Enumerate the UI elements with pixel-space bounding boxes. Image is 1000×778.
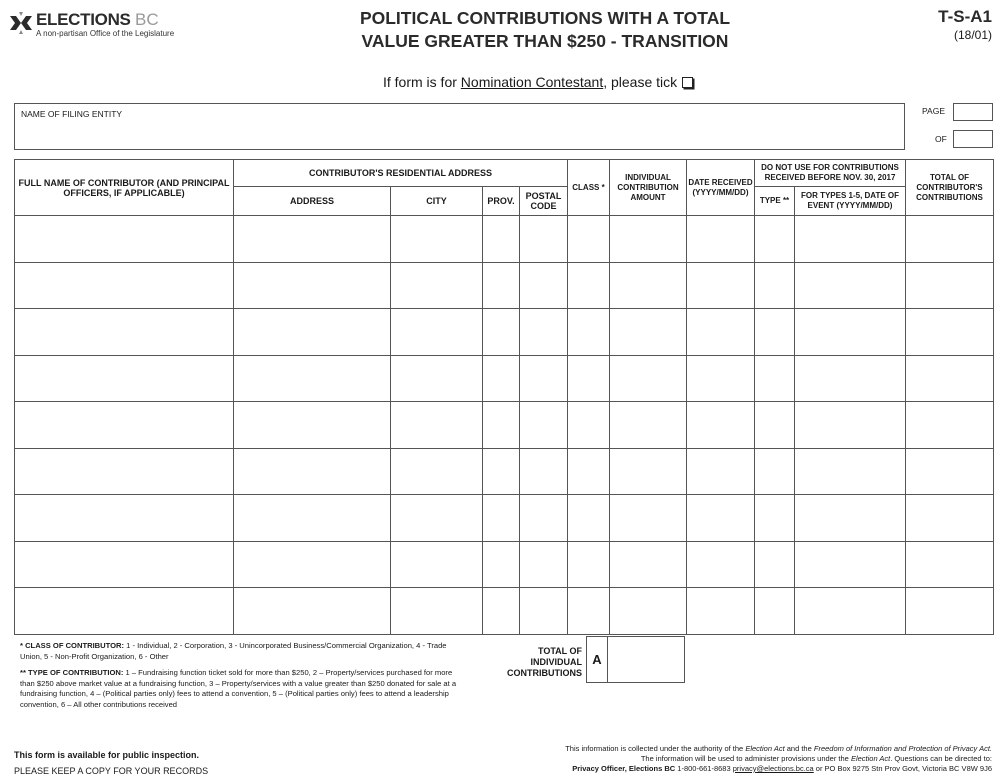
table-row (15, 541, 994, 588)
class-cell[interactable] (568, 355, 610, 402)
contributions-table (14, 159, 994, 635)
address-cell[interactable] (234, 541, 391, 588)
contributor-name-cell[interactable] (15, 216, 234, 263)
postal-code-cell[interactable] (520, 448, 568, 495)
form-code-block (938, 7, 992, 42)
header-type: TYPE ** (755, 187, 795, 216)
elections-bc-logo (8, 10, 208, 42)
postal-code-cell[interactable] (520, 216, 568, 263)
amount-cell[interactable] (610, 448, 687, 495)
privacy-notice: This information is collected under the authority of the Election Act and the Freedom of Information and Protection of Privacy Act. The information will be used to administer provisions under the Election Act. Questions can be directed to: Privacy Officer, Elections BC 1-800-661-8683 privacy@elections.bc.ca or PO Box 9275 Stn Prov Govt, Victoria BC V8W 9J6 (565, 744, 992, 773)
checkbox-icon[interactable] (682, 77, 693, 88)
form-title-line1: POLITICAL CONTRIBUTIONS WITH A TOTAL (359, 8, 731, 28)
event-date-cell[interactable] (795, 402, 906, 449)
postal-code-cell[interactable] (520, 541, 568, 588)
address-cell[interactable] (234, 309, 391, 356)
postal-code-cell[interactable] (520, 495, 568, 542)
event-date-cell[interactable] (795, 355, 906, 402)
city-cell[interactable] (391, 309, 483, 356)
filing-entity-label: NAME OF FILING ENTITY (21, 109, 123, 119)
type-cell[interactable] (755, 309, 795, 356)
contributor-name-cell[interactable] (15, 495, 234, 542)
event-date-cell[interactable] (795, 216, 906, 263)
postal-code-cell[interactable] (520, 355, 568, 402)
table-row (15, 309, 994, 356)
table-row (15, 495, 994, 542)
address-cell[interactable] (234, 216, 391, 263)
nomination-contestant-line: If form is for Nomination Contestant, please tick (383, 74, 693, 90)
date-received-cell[interactable] (687, 448, 755, 495)
type-cell[interactable] (755, 588, 795, 635)
table-row (15, 588, 994, 635)
date-received-cell[interactable] (687, 541, 755, 588)
class-cell[interactable] (568, 448, 610, 495)
header-total-contributions: TOTAL OF CONTRIBUTOR'S CONTRIBUTIONS (906, 160, 994, 216)
contributor-name-cell[interactable] (15, 355, 234, 402)
table-row (15, 402, 994, 449)
keep-copy-note: PLEASE KEEP A COPY FOR YOUR RECORDS (14, 766, 209, 776)
header-prov: PROV. (483, 187, 520, 216)
footer-left (14, 747, 208, 778)
postal-code-cell[interactable] (520, 588, 568, 635)
total-individual-contributions-label: TOTAL OF INDIVIDUAL CONTRIBUTIONS (507, 646, 582, 678)
date-received-cell[interactable] (687, 262, 755, 309)
address-cell[interactable] (234, 262, 391, 309)
table-row (15, 216, 994, 263)
amount-cell[interactable] (610, 495, 687, 542)
total-box-letter: A (586, 636, 608, 683)
type-cell[interactable] (755, 262, 795, 309)
date-received-cell[interactable] (687, 588, 755, 635)
city-cell[interactable] (391, 588, 483, 635)
type-cell[interactable] (755, 495, 795, 542)
class-cell[interactable] (568, 216, 610, 263)
prov-cell[interactable] (483, 262, 520, 309)
page-number-field[interactable] (953, 103, 993, 121)
prov-cell[interactable] (483, 216, 520, 263)
form-title-line2: VALUE GREATER THAN $250 - TRANSITION (361, 31, 729, 51)
date-received-cell[interactable] (687, 355, 755, 402)
contributor-name-cell[interactable] (15, 448, 234, 495)
address-cell[interactable] (234, 448, 391, 495)
form-notes (20, 641, 465, 716)
total-individual-contributions-field[interactable] (607, 636, 685, 683)
postal-code-cell[interactable] (520, 262, 568, 309)
event-date-cell[interactable] (795, 588, 906, 635)
type-cell[interactable] (755, 355, 795, 402)
header-address: ADDRESS (234, 187, 391, 216)
total-cell[interactable] (906, 355, 994, 402)
contributor-name-cell[interactable] (15, 309, 234, 356)
total-cell[interactable] (906, 588, 994, 635)
date-received-cell[interactable] (687, 309, 755, 356)
postal-code-cell[interactable] (520, 309, 568, 356)
event-date-cell[interactable] (795, 448, 906, 495)
class-of-contributor-note: * CLASS OF CONTRIBUTOR: 1 - Individual, 2 - Corporation, 3 - Unincorporated Business/Commercial Organization, 4 - Trade Union, 5 - Non-Profit Organization, 6 - Other (20, 641, 447, 661)
address-cell[interactable] (234, 402, 391, 449)
header-city: CITY (391, 187, 483, 216)
filing-entity-field[interactable] (14, 103, 905, 150)
class-cell[interactable] (568, 588, 610, 635)
amount-cell[interactable] (610, 216, 687, 263)
amount-cell[interactable] (610, 541, 687, 588)
table-row (15, 262, 994, 309)
class-cell[interactable] (568, 541, 610, 588)
header-contributor-name: FULL NAME OF CONTRIBUTOR (AND PRINCIPAL OFFICERS, IF APPLICABLE) (15, 160, 234, 216)
prov-cell[interactable] (483, 495, 520, 542)
address-cell[interactable] (234, 495, 391, 542)
amount-cell[interactable] (610, 262, 687, 309)
type-cell[interactable] (755, 541, 795, 588)
event-date-cell[interactable] (795, 262, 906, 309)
header-do-not-use: DO NOT USE FOR CONTRIBUTIONS RECEIVED BEFORE NOV. 30, 2017 (755, 160, 906, 187)
header-date-received: DATE RECEIVED (YYYY/MM/DD) (687, 160, 755, 216)
table-row (15, 448, 994, 495)
event-date-cell[interactable] (795, 495, 906, 542)
contributor-name-cell[interactable] (15, 541, 234, 588)
type-cell[interactable] (755, 402, 795, 449)
type-cell[interactable] (755, 448, 795, 495)
event-date-cell[interactable] (795, 309, 906, 356)
privacy-email-link[interactable]: privacy@elections.bc.ca (732, 764, 814, 773)
logo-tagline: A non-partisan Office of the Legislature (36, 29, 175, 38)
total-cell[interactable] (906, 495, 994, 542)
class-cell[interactable] (568, 495, 610, 542)
total-cell[interactable] (906, 402, 994, 449)
page-of-label: OF (935, 134, 947, 144)
contributor-name-cell[interactable] (15, 262, 234, 309)
header-event-date: FOR TYPES 1-5, DATE OF EVENT (YYYY/MM/DD) (795, 187, 906, 216)
prov-cell[interactable] (483, 448, 520, 495)
date-received-cell[interactable] (687, 402, 755, 449)
amount-cell[interactable] (610, 309, 687, 356)
nomination-contestant-label: Nomination Contestant (460, 74, 604, 90)
header-residential-address: CONTRIBUTOR'S RESIDENTIAL ADDRESS (234, 160, 568, 187)
table-row (15, 355, 994, 402)
address-cell[interactable] (234, 588, 391, 635)
contributor-name-cell[interactable] (15, 588, 234, 635)
total-cell[interactable] (906, 448, 994, 495)
city-cell[interactable] (391, 262, 483, 309)
city-cell[interactable] (391, 448, 483, 495)
elections-bc-logo-icon (8, 10, 34, 36)
event-date-cell[interactable] (795, 541, 906, 588)
header-contribution-amount: INDIVIDUAL CONTRIBUTION AMOUNT (610, 160, 687, 216)
form-version: (18/01) (953, 28, 992, 42)
prov-cell[interactable] (483, 588, 520, 635)
public-inspection-note: This form is available for public inspection. (14, 750, 200, 760)
amount-cell[interactable] (610, 402, 687, 449)
class-cell[interactable] (568, 309, 610, 356)
address-cell[interactable] (234, 355, 391, 402)
type-cell[interactable] (755, 216, 795, 263)
city-cell[interactable] (391, 495, 483, 542)
amount-cell[interactable] (610, 355, 687, 402)
class-cell[interactable] (568, 262, 610, 309)
prov-cell[interactable] (483, 402, 520, 449)
date-received-cell[interactable] (687, 495, 755, 542)
prov-cell[interactable] (483, 309, 520, 356)
form-title (290, 7, 800, 53)
city-cell[interactable] (391, 402, 483, 449)
postal-code-cell[interactable] (520, 402, 568, 449)
contributor-name-cell[interactable] (15, 402, 234, 449)
prov-cell[interactable] (483, 541, 520, 588)
header-class: CLASS * (568, 160, 610, 216)
total-cell[interactable] (906, 309, 994, 356)
type-of-contribution-note: ** TYPE OF CONTRIBUTION: 1 – Fundraising function ticket sold for more than $250, 2 – Property/services purchased for more than $250 above market value at a fundraising function, 3 – Property/services with a value greater than $250 donated for sale at a fundraising function, 4 – (Political parties only) fees to attend a convention, 5 – (Political parties only) fees to attend a leadership convention, 6 – All other contributions received (20, 668, 457, 709)
city-cell[interactable] (391, 541, 483, 588)
logo-wordmark: ELECTIONS BC (36, 10, 159, 29)
date-received-cell[interactable] (687, 216, 755, 263)
city-cell[interactable] (391, 355, 483, 402)
amount-cell[interactable] (610, 588, 687, 635)
city-cell[interactable] (391, 216, 483, 263)
class-cell[interactable] (568, 402, 610, 449)
total-cell[interactable] (906, 541, 994, 588)
form-code: T-S-A1 (938, 7, 992, 26)
page-label: PAGE (922, 106, 945, 116)
page-total-field[interactable] (953, 130, 993, 148)
prov-cell[interactable] (483, 355, 520, 402)
privacy-officer-label: Privacy Officer, Elections BC (572, 764, 676, 773)
total-cell[interactable] (906, 216, 994, 263)
header-postal-code: POSTAL CODE (520, 187, 568, 216)
total-cell[interactable] (906, 262, 994, 309)
